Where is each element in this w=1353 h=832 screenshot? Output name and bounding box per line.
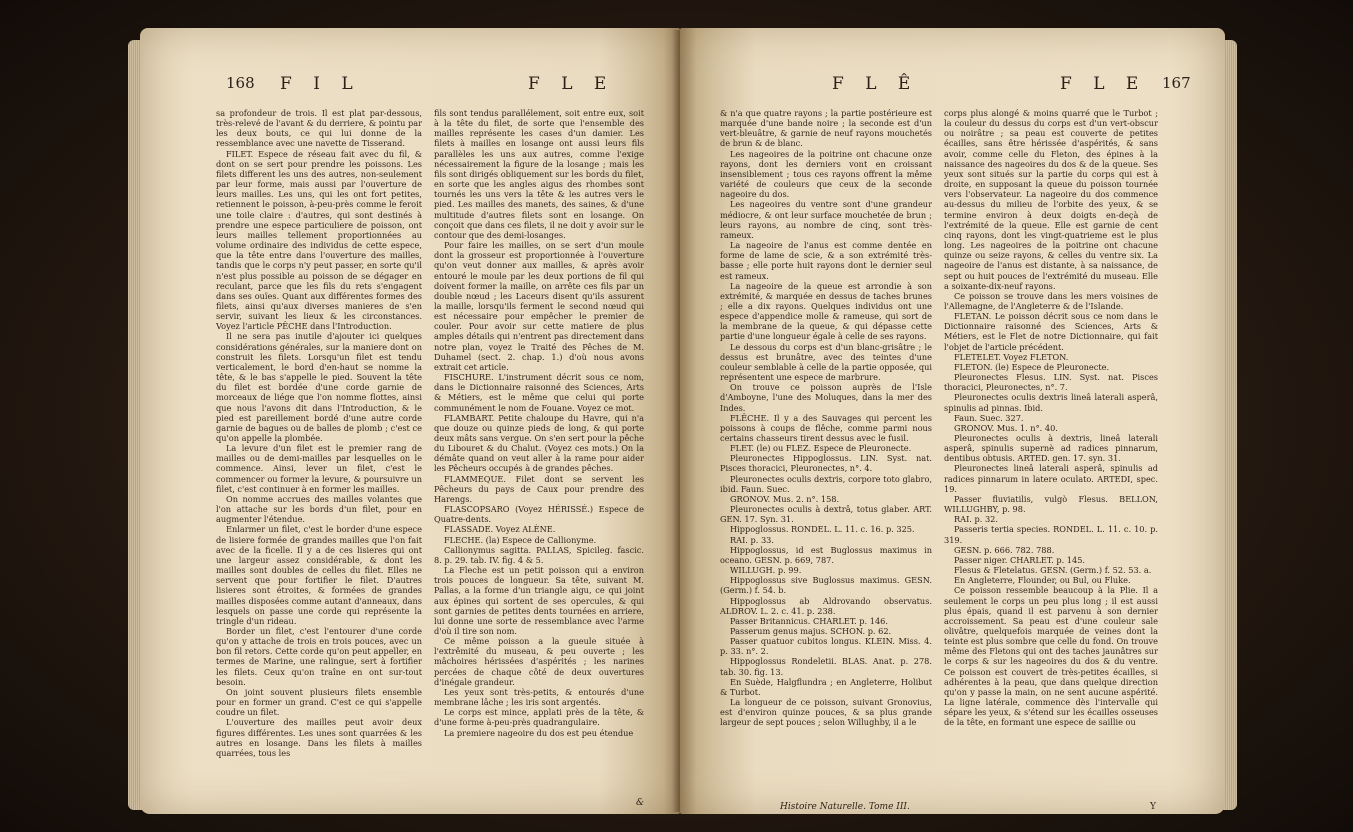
paragraph: Hippoglossus Rondeletii. BLAS. Anat. p. 278. tab. 30. fig. 13.	[720, 656, 932, 677]
paragraph: Callionymus sagitta. PALLAS, Spicileg. fascic. 8. p. 29. tab. IV. fig. 4 & 5.	[434, 544, 644, 565]
paragraph: Hippoglossus. RONDEL. L. 11. c. 16. p. 325.	[730, 524, 915, 535]
paragraph: Le corps est mince, applati près de la tête, & d'une forme à-peu-près quadrangulaire.	[434, 707, 644, 728]
paragraph: Pleuronectes Hippoglossus. LIN. Syst. nat. Pisces thoracici, Pleuronectes, n°. 4.	[720, 453, 932, 474]
signature-mark: Y	[1150, 802, 1156, 812]
paragraph: corps plus alongé & moins quarré que le Turbot ; la couleur du dessus du corps est d'un vert-obscur ou noirâtre ; sa peau est couverte de petites écailles, sans être hérissée d'aspérités, & sans avoir, comme celle du Fleton, des épines à la naissance des nageoires du dos & de la queue. Ses yeux sont situés sur la partie du corps qui est à droite, en supposant la queue du poisson tournée vers l'observateur. La nageoire du dos commence au-dessus du milieu de l'orbite des yeux, & se termine environ à deux doigts en-deçà de l'extrémité de la queue. Elle est garnie de cent cinq rayons, dont les vingt-quatrieme est le plus long. Les nageoires de la poitrine ont chacune quinze ou seize rayons, & celles du ventre six. La nageoire de l'anus est distante, à sa naissance, de sept ou huit pouces de l'extrémité du museau. Elle a soixante-dix-neuf rayons.	[944, 108, 1158, 291]
page-number-left: 168	[226, 74, 255, 92]
paragraph: GESN. p. 666. 782. 788.	[954, 544, 1055, 555]
paragraph: Hippoglossus ab Aldrovando observatus. ALDROV. L. 2. c. 41. p. 238.	[720, 595, 932, 616]
paragraph: Faun. Suec. 327.	[954, 412, 1024, 423]
paragraph: RAI. p. 32.	[954, 514, 998, 525]
paragraph: La Fleche est un petit poisson qui a environ trois pouces de longueur. Sa tête, suivant M. Pallas, a la forme d'un triangle aigu, ce qui joint aux épines qui sortent de ses opercules, & qui sont garnies de petites dents tournées en arriere, lui donne une sorte de ressemblance avec l'arme d'où il tire son nom.	[434, 565, 644, 636]
paragraph: FISCHURE. L'instrument décrit sous ce nom, dans le Dictionnaire raisonné des Sciences, Arts & Métiers, est le même que celui qui porte communément le nom de Fouane. Voyez ce mot.	[434, 372, 644, 413]
paragraph: Les yeux sont très-petits, & entourés d'une membrane lâche ; les iris sont argentés.	[434, 686, 644, 708]
paragraph: Flesus & Fletelatus. GESN. (Germ.) f. 52. 53. a.	[954, 565, 1152, 576]
paragraph: Les nageoires du ventre sont d'une grandeur médiocre, & ont leur surface mouchetée de brun ; leurs rayons, au nombre de cinq, sont très-rameux.	[720, 199, 932, 240]
paragraph: On nomme accrues des mailles volantes que l'on attache sur les bords d'un filet, pour en augmenter l'étendue.	[216, 493, 422, 525]
running-head-right-b: F L E	[1060, 74, 1147, 94]
paragraph: La longueur de ce poisson, suivant Gronovius, est d'environ quinze pouces, & sa plus grande largeur de sept pouces ; selon Willughby, il a le	[720, 697, 932, 728]
left-column-1	[216, 108, 422, 814]
footer-title: Histoire Naturelle. Tome III.	[780, 802, 910, 812]
paragraph: Pleuronectes oculis à dextrâ, totus glaber. ART. GEN. 17. Syn. 31.	[720, 504, 932, 525]
paragraph: On joint souvent plusieurs filets ensemble pour en former un grand. C'est ce qui s'appelle coudre un filet.	[216, 686, 422, 718]
page-edges-right	[1223, 40, 1237, 810]
paragraph: Hippoglossus, id est Buglossus maximus in oceano. GESN. p. 669, 787.	[720, 544, 932, 565]
paragraph: WILLUGH. p. 99.	[730, 565, 802, 576]
page-number-right: 167	[1162, 74, 1191, 92]
paragraph: Border un filet, c'est l'entourer d'une corde qu'on y attache de trois en trois pouces, avec un bon fil retors. Cette corde qu'on peut appeller, en termes de Marine, une ralingue, sert à fortifier les filets. Ceux qu'on traîne en ont sur-tout besoin.	[216, 625, 422, 687]
paragraph: Enlarmer un filet, c'est le border d'une espece de lisiere formée de grandes mailles que l'on fait avec de la ficelle. Il y a de ces lisieres qui ont une largeur assez considérable, & dont les mailles sont doubles de celles du filet. Elles ne servent que pour fortifier le filet. D'autres lisieres sont étroites, & formées de grandes mailles disposées comme autant d'anneaux, dans lesquels on passe une corde qui représente la tringle d'un rideau.	[216, 524, 422, 626]
left-page	[140, 28, 680, 814]
paragraph: La levure d'un filet est le premier rang de mailles ou de demi-mailles par lesquelles on le commence. Ainsi, lever un filet, c'est le commencer ou former la levure, & poursuivre un filet, c'est continuer à en former les mailles.	[216, 443, 422, 494]
paragraph: sa profondeur de trois. Il est plat par-dessous, très-relevé de l'avant & du derriere, & pointu par les deux bouts, ce qui lui donne de la ressemblance avec une navette de Tisserand.	[216, 108, 422, 149]
running-head-left-b: F L E	[528, 74, 615, 94]
paragraph: Il ne sera pas inutile d'ajouter ici quelques considérations générales, sur la maniere dont on construit les filets. Lorsqu'un filet est tendu verticalement, le bord d'en-haut se nomme la tête, & le bas s'appelle le pied. Souvent la tête du filet est bordée d'une corde garnie de morceaux de liége que l'on nomme flottes, ainsi que nous l'avons dit dans l'Introduction, & le pied est pareillement bordé d'une autre corde garnie de bagues ou de balles de plomb ; c'est ce qu'on appelle la plombée.	[216, 331, 422, 443]
paragraph: FLETON. (le) Espece de Pleuronecte.	[954, 361, 1110, 372]
right-column-2	[944, 108, 1158, 814]
paragraph: En Angleterre, Flounder, ou Bul, ou Fluke.	[954, 575, 1131, 586]
paragraph: Pleuronectes oculis dextris lineâ laterali asperâ, spinulis ad pinnas. Ibid.	[944, 392, 1158, 413]
paragraph: Pleuronectes Flesus. LIN. Syst. nat. Pisces thoracici, Pleuronectes, n°. 7.	[944, 372, 1158, 393]
paragraph: Pleuronectes oculis à dextris, lineâ laterali asperâ, spinulis supernè ad radices pinnarum, dentibus obtusis. ARTED. gen. 17. syn. 31.	[944, 433, 1158, 464]
paragraph: FLETAN. Le poisson décrit sous ce nom dans le Dictionnaire raisonné des Sciences, Arts & Métiers, est le Flet de notre Dictionnaire, qui fait l'objet de l'article précédent.	[944, 311, 1158, 352]
right-column-1	[720, 108, 932, 814]
paragraph: Passer fluviatilis, vulgò Flesus. BELLON, WILLUGHBY, p. 98.	[944, 493, 1158, 515]
paragraph: On trouve ce poisson auprès de l'Isle d'Amboyne, l'une des Moluques, dans la mer des Indes.	[720, 382, 932, 413]
right-page	[680, 28, 1225, 814]
catchword: &	[636, 798, 645, 808]
paragraph: Ce même poisson a la gueule située à l'extrêmité du museau, & peu ouverte ; les mâchoires hérissées d'aspérités ; les narines percées de chaque côté de deux ouvertures d'inégale grandeur.	[434, 636, 644, 687]
paragraph: GRONOV. Mus. 1. n°. 40.	[954, 422, 1058, 433]
paragraph: Ce poisson se trouve dans les mers voisines de l'Allemagne, de l'Angleterre & de l'Islande.	[944, 290, 1158, 311]
paragraph: FLAMBART. Petite chaloupe du Havre, qui n'a que douze ou quinze pieds de long, & qui porte deux mâts sans vergue. On s'en sert pour la pêche du Libouret & du Chalut. (Voyez ces mots.) On la démâte quand on veut aller à la rame pour aider les Pêcheurs occupés à de grandes pêches.	[434, 412, 644, 474]
paragraph: Pleuronectes oculis dextris, corpore toto glabro, ibid. Faun. Suec.	[720, 473, 932, 494]
paragraph: Passerum genus majus. SCHON. p. 62.	[730, 625, 892, 636]
running-head-right-a: F L Ê	[832, 74, 919, 94]
paragraph: L'ouverture des mailles peut avoir deux figures différentes. Les unes sont quarrées & les autres en losange. Dans les filets à mailles quarrées, tous les	[216, 717, 422, 758]
paragraph: La nageoire de la queue est arrondie à son extrémité, & marquée en dessus de taches brunes ; elle a dix rayons. Quelques individus ont une espece d'appendice molle & rameuse, qui sort de la membrane de la queue, & qui dépasse cette partie d'une longueur égale à celle de ses rayons.	[720, 280, 932, 342]
paragraph: La premiere nageoire du dos est peu étendue	[444, 727, 634, 738]
paragraph: Passer Britannicus. CHARLET. p. 146.	[730, 615, 888, 626]
paragraph: Ce poisson ressemble beaucoup à la Plie. Il a seulement le corps un peu plus long ; il est aussi plus épais, quand il est parvenu à son dernier accroissement. Sa peau est d'une couleur sale olivâtre, quelquefois marquée de veines dont la teinte est plus sombre que celle du fond. On trouve même des Fletons qui ont des taches jaunâtres sur le corps & sur les nageoires du dos & du ventre. Ce poisson est couvert de très-petites écailles, si adhérentes à la peau, que dans quelque direction qu'on y passe la main, on ne sent aucune aspérité. La ligne latérale, commence dès l'intervalle qui sépare les yeux, & s'étend sur les écailles osseuses de la tête, en formant une espece de saillie ou	[944, 585, 1158, 728]
paragraph: Pleuronectes lineâ laterali asperâ, spinulis ad radices pinnarum in latere oculato. ARTEDI, spec. 19.	[944, 463, 1158, 494]
running-head-left-a: F I L	[280, 74, 361, 94]
paragraph: FILET. Espece de réseau fait avec du fil, & dont on se sert pour prendre les poissons. Les filets different les uns des autres, non-seulement par leur forme, mais aussi par l'ouverture de leurs mailles. Les uns, qui les ont fort petites, retiennent le poisson, à-peu-près comme le feroit une toile claire : d'autres, qui sont destinés à prendre une espece particuliere de poisson, ont leurs mailles tellement proportionnées au volume ordinaire des individus de cette espece, que la tête entre dans l'ouverture des mailles, tandis que le corps n'y peut passer, en sorte qu'il n'est plus possible au poisson de se dégager en reculant, parce que les fils du rets s'engagent dans ses ouïes. Quant aux différentes formes des filets, ainsi qu'aux diverses manieres de s'en servir, suivant les lieux & les circonstances. Voyez l'article PÊCHE dans l'Introduction.	[216, 148, 422, 332]
paragraph: & n'a que quatre rayons ; la partie postérieure est marquée d'une bande noire ; la seconde est d'un vert-bleuâtre, & garnie de neuf rayons mouchetés de brun & de blanc.	[720, 108, 932, 149]
paragraph: Le dessous du corps est d'un blanc-grisâtre ; le dessus est brunâtre, avec des teintes d'une couleur semblable à celle de la partie opposée, qui représentent une espece de marbrure.	[720, 341, 932, 383]
paragraph: FLECHE. (la) Espece de Callionyme.	[444, 534, 597, 545]
paragraph: Passeris tertia species. RONDEL. L. 11. c. 10. p. 319.	[944, 524, 1158, 545]
paragraph: FLÊCHE. Il y a des Sauvages qui percent les poissons à coups de flêche, comme parmi nous certains chasseurs tirent dessus avec le fusil.	[720, 412, 932, 443]
paragraph: En Suède, Halgflundra ; en Angleterre, Holibut & Turbot.	[720, 676, 932, 697]
paragraph: FLASSADE. Voyez ALÈNE.	[444, 524, 556, 535]
paragraph: La nageoire de l'anus est comme dentée en forme de lame de scie, & a son extrémité très-basse ; elle porte huit rayons dont le dernier seul est rameux.	[720, 240, 932, 281]
paragraph: FLETELET. Voyez FLETON.	[954, 351, 1069, 362]
paragraph: Les nageoires de la poitrine ont chacune onze rayons, dont les derniers vont en croissant insensiblement ; tous ces rayons offrent la même variété de couleurs que ceux de la seconde nageoire du dos.	[720, 148, 932, 200]
paragraph: RAI. p. 33.	[730, 534, 774, 545]
paragraph: fils sont tendus parallélement, soit entre eux, soit à la tête du filet, de sorte que l'ensemble des mailles représente les cases d'un damier. Les filets à mailles en losange ont aussi leurs fils parallèles les uns aux autres, comme l'exige nécessairement la figure de la losange ; mais les fils sont dirigés obliquement sur les bords du filet, en sorte que les angles aigus des rhombes sont tournés les uns vers la tête & les autres vers le pied. Les mailles des manets, des saines, & d'une multitude d'autres filets sont en losange. On conçoit que dans ces filets, il ne doit y avoir sur le contour que des demi-losanges.	[434, 108, 644, 240]
left-column-2	[434, 108, 644, 814]
paragraph: Pour faire les mailles, on se sert d'un moule dont la grosseur est proportionnée à l'ouverture qu'on veut donner aux mailles, & après avoir entouré le moule par les deux portions de fil qui doivent former la maille, on arrête ces fils par un double nœud ; les Laceurs disent qu'ils assurent la maille, lorsqu'ils ferment le second nœud qui est nécessaire pour empêcher le premier de couler. Pour avoir sur cette matiere de plus amples détails qui n'entrent pas directement dans notre plan, voyez le Traité des Pêches de M. Duhamel (sect. 2. chap. 1.) d'où nous avons extrait cet article.	[434, 240, 644, 372]
paragraph: GRONOV. Mus. 2. n°. 158.	[730, 493, 840, 504]
paragraph: FLASCOPSARO (Voyez HÉRISSÉ.) Espece de Quatre-dents.	[434, 504, 644, 525]
paragraph: FLAMMEQUE. Filet dont se servent les Pêcheurs du pays de Caux pour prendre des Harengs.	[434, 473, 644, 504]
paragraph: FLET. (le) ou FLEZ. Espece de Pleuronecte.	[730, 443, 912, 454]
paragraph: Hippoglossus sive Buglossus maximus. GESN. (Germ.) f. 54. b.	[720, 575, 932, 596]
paragraph: Passer quatuor cubitos longus. KLEIN. Miss. 4. p. 33. n°. 2.	[720, 636, 932, 657]
paragraph: Passer niger. CHARLET. p. 145.	[954, 554, 1086, 565]
